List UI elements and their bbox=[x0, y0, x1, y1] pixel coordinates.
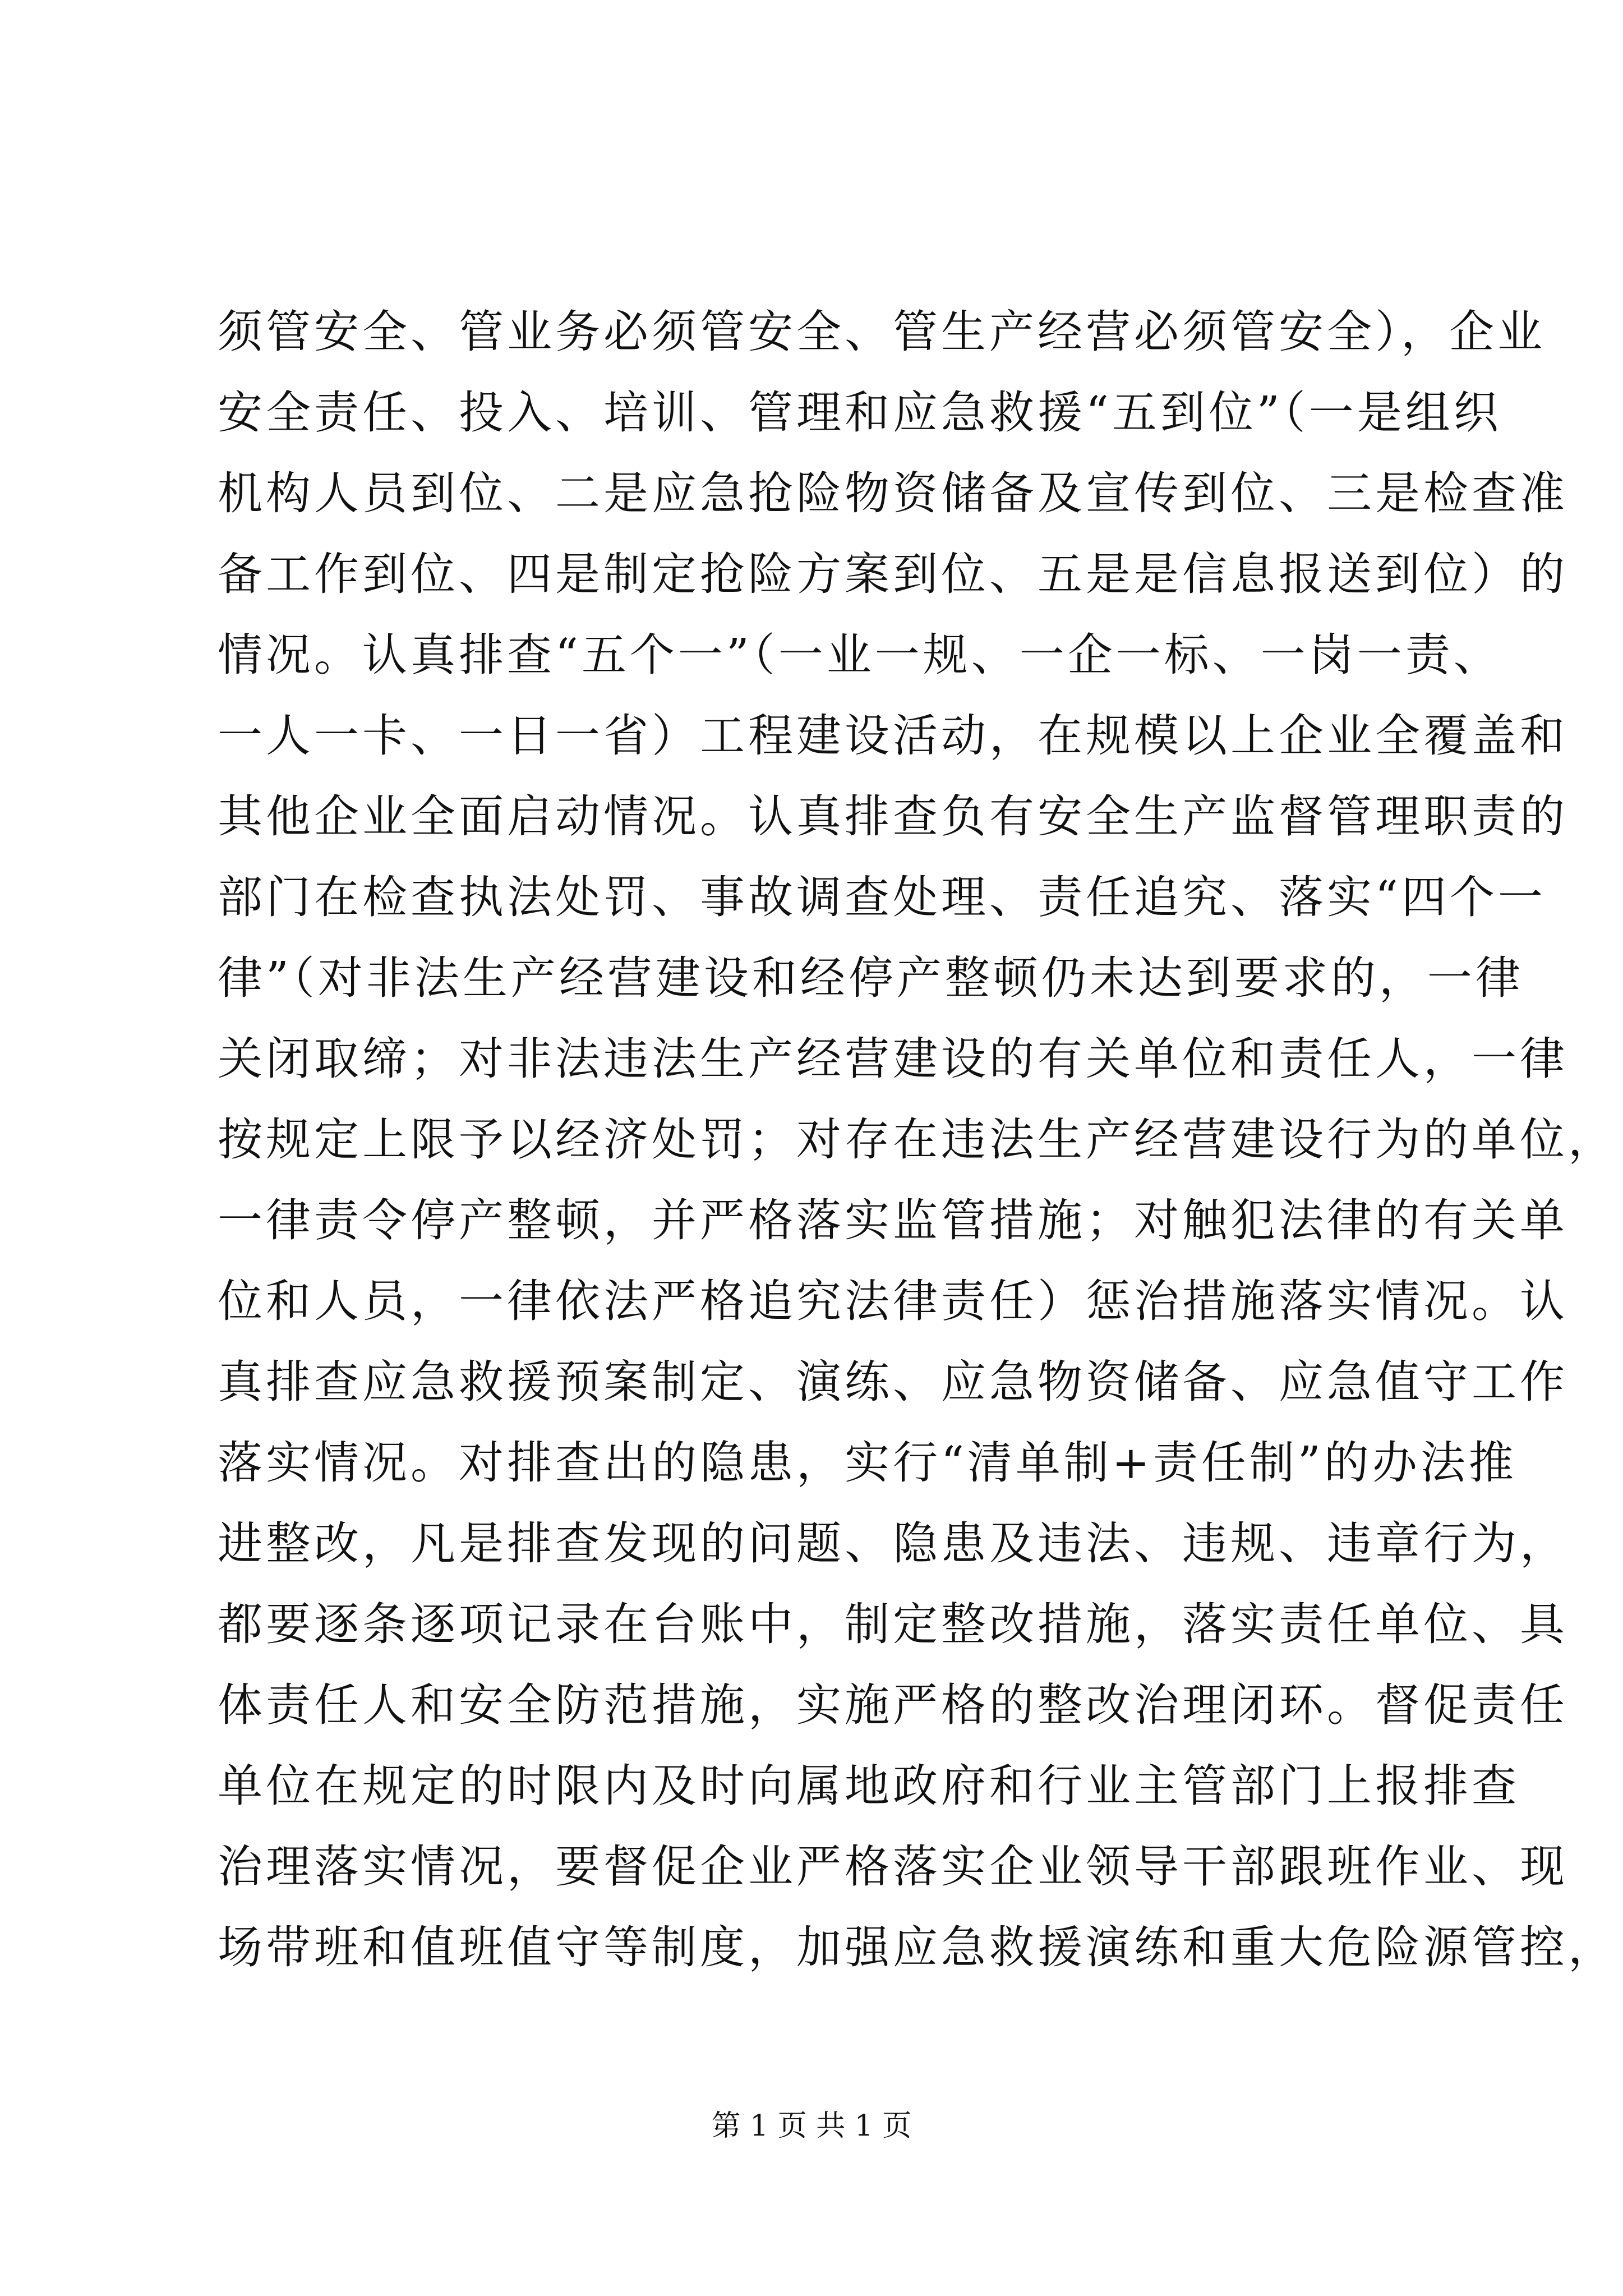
text-line: 真排查应急救援预案制定、演练、应急物资储备、应急值守工作 bbox=[218, 1356, 1568, 1408]
text-line: 场带班和值班值守等制度，加强应急救援演练和重大危险源管控， bbox=[218, 1921, 1616, 1973]
text-line: 备工作到位、四是制定抢险方案到位、五是是信息报送到位）的 bbox=[218, 548, 1568, 600]
text-line: 单位在规定的时限内及时向属地政府和行业主管部门上报排查 bbox=[218, 1760, 1520, 1812]
text-line: 关闭取缔；对非法违法生产经营建设的有关单位和责任人，一律 bbox=[218, 1033, 1568, 1085]
text-line: 安全责任、投入、培训、管理和应急救援“五到位”（一是组织 bbox=[218, 386, 1502, 439]
text-line: 进整改，凡是排查发现的问题、隐患及违法、违规、违章行为， bbox=[218, 1517, 1568, 1570]
text-line: 按规定上限予以经济处罚；对存在违法生产经营建设行为的单位， bbox=[218, 1114, 1616, 1166]
text-line: 情况。认真排查“五个一”（一业一规、一企一标、一岗一责、 bbox=[218, 629, 1502, 681]
text-line: 一律责令停产整顿，并严格落实监管措施；对触犯法律的有关单 bbox=[218, 1194, 1568, 1246]
body-text bbox=[218, 292, 1616, 1988]
page-footer: 第 1 页 共 1 页 bbox=[711, 2109, 912, 2143]
text-line: 其他企业全面启动情况。认真排查负有安全生产监督管理职责的 bbox=[218, 790, 1568, 843]
text-line: 须管安全、管业务必须管安全、管生产经营必须管安全），企业 bbox=[218, 306, 1546, 358]
text-line: 都要逐条逐项记录在台账中，制定整改措施，落实责任单位、具 bbox=[218, 1598, 1568, 1650]
text-line: 机构人员到位、二是应急抢险物资储备及宣传到位、三是检查准 bbox=[218, 467, 1568, 519]
text-line: 一人一卡、一日一省）工程建设活动，在规模以上企业全覆盖和 bbox=[218, 710, 1568, 762]
text-line: 部门在检查执法处罚、事故调查处理、责任追究、落实“四个一 bbox=[218, 871, 1546, 923]
text-line: 位和人员，一律依法严格追究法律责任）惩治措施落实情况。认 bbox=[218, 1275, 1568, 1327]
text-line: 律”（对非法生产经营建设和经停产整顿仍未达到要求的，一律 bbox=[218, 952, 1524, 1004]
text-line: 治理落实情况，要督促企业严格落实企业领导干部跟班作业、现 bbox=[218, 1841, 1568, 1893]
text-line: 体责任人和安全防范措施，实施严格的整改治理闭环。督促责任 bbox=[218, 1679, 1568, 1731]
text-line: 落实情况。对排查出的隐患，实行“清单制+责任制”的办法推 bbox=[218, 1437, 1517, 1489]
